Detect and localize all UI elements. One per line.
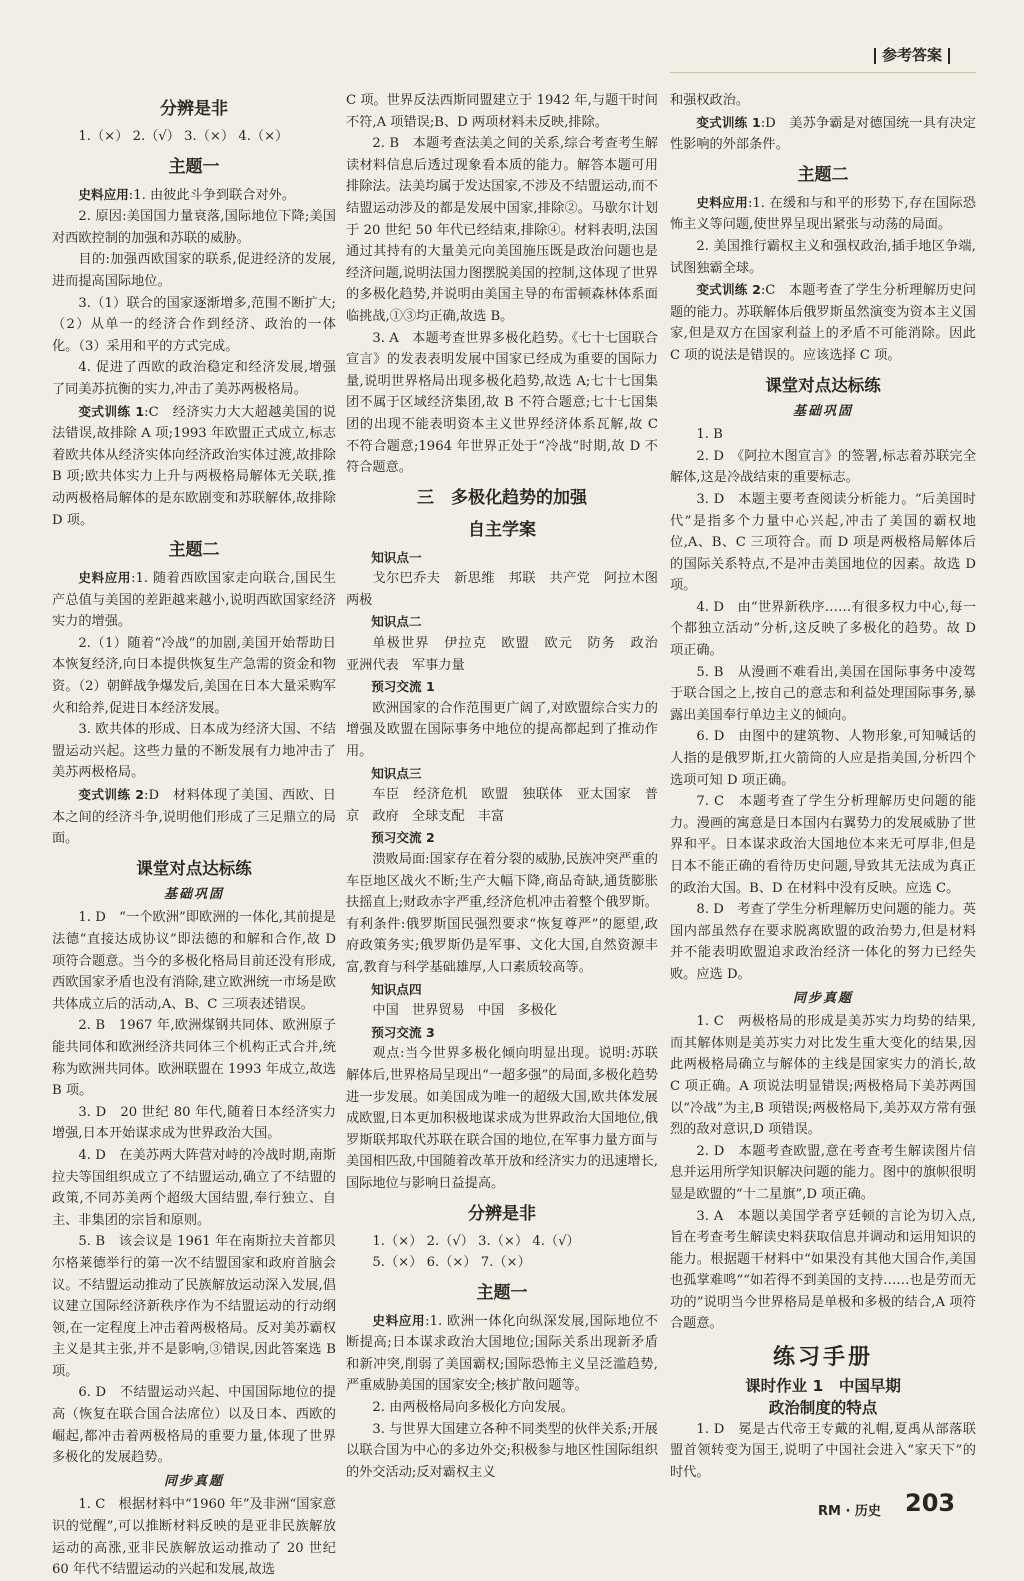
answer-line: 1.（×） 2.（√） 3.（×） 4.（√） xyxy=(372,1233,580,1249)
section-title: 分辨是非 xyxy=(468,1203,536,1224)
paragraph: 2. 由两极格局向多极化方向发展。 xyxy=(372,1400,574,1416)
preview-label: 预习交流 3 xyxy=(371,1024,435,1040)
text: :1. 随着西欧国家走向联合,国民生产总值与美国的差距越来越小,说明西欧国家经济实力的增强。 xyxy=(52,571,336,630)
paragraph xyxy=(52,184,336,207)
label: 变式训练 2 xyxy=(78,787,145,803)
text: :D 美苏争霸是对德国统一具有决定性影响的外部条件。 xyxy=(670,115,976,153)
label: 史料应用 xyxy=(696,194,748,210)
text: :C 经济实力大大超越美国的说法错误,故排除 A 项;1993 年欧盟正式成立,标志着欧共体从经济实体向经济政治实体过渡,故排除 B 项;欧共体实力上升与两极格局解体无关联,推动两极格局解体的是东欧剧变和苏联解体,故排除 D 项。 xyxy=(52,404,336,528)
header-bar-right xyxy=(948,48,950,64)
label: 史料应用 xyxy=(372,1312,426,1328)
answer-item: 1. B xyxy=(696,427,723,443)
column-3 xyxy=(670,90,976,1483)
text: :1. 在缓和与和平的形势下,存在国际恐怖主义等问题,使世界呈现出紧张与动荡的局面。 xyxy=(670,195,976,233)
answer-item: 1. C 根据材料中“1960 年”及非洲“国家意识的觉醒”,可以推断材料反映的是亚非民族解放运动的高涨,亚非民族解放运动推动了 20 世纪 60 年代不结盟运动的兴起和发展,故选 xyxy=(52,1497,336,1578)
section-title: 自主学案 xyxy=(468,519,536,540)
text: :1. 由彼此斗争到联合对外。 xyxy=(128,187,296,203)
paragraph: 4. 促进了西欧的政治稳定和经济发展,增强了同美苏抗衡的实力,冲击了美苏两极格局。 xyxy=(52,360,336,397)
section-title: 主题一 xyxy=(476,1282,528,1303)
footer-subject: RM · 历史 xyxy=(818,1504,881,1519)
paragraph: 2. 原因:美国国力量衰落,国际地位下降;美国对西欧控制的加强和苏联的威胁。 xyxy=(52,209,336,246)
answer-item: 3. A 本题考查世界多极化趋势。《七十七国联合宣言》的发表表明发展中国家已经成为重要的国际力量,说明世界格局出现多极化趋势,故选 A;七十七国集团不属于区域经济集团,故 B 不符合题意;七十七国集团的出现不能表明资本主义世界经济体系瓦解,故 C 不符合题意;1964 年世界正处于“冷战”时期,故 D 不符合题意。 xyxy=(346,330,658,476)
paragraph xyxy=(346,1310,658,1397)
answer-item: 1. C 两极格局的形成是美苏实力均势的结果,而其解体则是美苏实力对比发生重大变化的结果,因此两极格局确立与解体的主线是国家实力的消长,故 C 项正确。A 项说法明显错误;两极格局下美苏两国以“冷战”为主,B 项错误;两极格局下,美苏双方常有强烈的敌对意识,D 项错误。 xyxy=(670,1014,976,1138)
answer-item: 3. A 本题以美国学者亨廷顿的言论为切入点,旨在考查考生解读史料获取信息并调动和运用知识的能力。根据题干材料中“如果没有其他大国合作,美国也孤掌难鸣”“如若得不到美国的支持……也是劳而无功的”说明当今世界格局是单极和多极的结合,A 项符合题意。 xyxy=(670,1208,976,1332)
label: 变式训练 1 xyxy=(696,114,761,130)
subsection-title: 基础巩固 xyxy=(792,403,853,419)
paragraph: 2. 美国推行霸权主义和强权政治,插手地区争端,试图独霸全球。 xyxy=(670,238,976,276)
answer-item: 1. D “一个欧洲”即欧洲的一体化,其前提是法德“直接达成协议”即法德的和解和合作,故 D 项符合题意。当今的多极化格局目前还没有形成,西欧国家矛盾也没有消除,建立欧洲统一市场是欧共体成立后的活动,A、B、C 三项表述错误。 xyxy=(52,910,336,1012)
paragraph: 3. 与世界大国建立各种不同类型的伙伴关系;开展以联合国为中心的多边外交;积极参与地区性国际组织的外交活动;反对霸权主义 xyxy=(346,1421,658,1480)
label: 变式训练 2 xyxy=(696,282,761,298)
page-number: 203 xyxy=(905,1489,956,1517)
answer-item: 3. D 20 世纪 80 年代,随着日本经济实力增强,日本开始谋求成为世界政治大国。 xyxy=(52,1104,336,1142)
paragraph: 3. 欧共体的形成、日本成为经济大国、不结盟运动兴起。这些力量的不断发展有力地冲击了美苏两极格局。 xyxy=(52,722,336,781)
label: 史料应用 xyxy=(78,186,129,202)
answer-item: 2. D 本题考查欧盟,意在考查考生解读图片信息并运用所学知识解决问题的能力。图中的旗帜很明显是欧盟的“十二星旗”,D 项正确。 xyxy=(670,1143,976,1202)
column-1 xyxy=(52,90,336,1581)
homework-title-line-1: 课时作业 1 中国早期 xyxy=(745,1376,901,1395)
text: :D 材料体现了美国、西欧、日本之间的经济斗争,说明他们形成了三足鼎立的局面。 xyxy=(52,788,336,847)
terms: 单极世界 伊拉克 欧盟 欧元 防务 政治 亚洲代表 军事力量 xyxy=(346,636,672,673)
header-rule xyxy=(670,72,976,73)
answer-item: 4. D 在美苏两大阵营对峙的冷战时期,南斯拉夫等国组织成立了不结盟运动,确立了不结盟的政策,不同苏美两个超级大国结盟,奉行独立、自主、非集团的宗旨和原则。 xyxy=(52,1147,336,1228)
text: :C 本题考查了学生分析理解历史问题的能力。苏联解体后俄罗斯虽然演变为资本主义国家,但是双方在国家利益上的矛盾不可能消除。因此 C 项的说法是错误的。应该选择 C 项。 xyxy=(670,283,976,363)
section-title: 主题二 xyxy=(797,164,849,185)
section-title: 课堂对点达标练 xyxy=(136,858,252,878)
answer-line: 5.（×） 6.（×） 7.（×） xyxy=(372,1255,531,1271)
terms: 戈尔巴乔夫 新思维 邦联 共产党 阿拉木图 两极 xyxy=(346,571,672,608)
answer-item: 2. D 《阿拉木图宣言》的签署,标志着苏联完全解体,这是冷战结束的重要标志。 xyxy=(670,448,976,486)
answer-item: 3. D 本题主要考查阅读分析能力。“后美国时代”是指多个力量中心兴起,冲击了美国的霸权地位,A、B、C 三项符合。而 D 项是两极格局解体后的国际关系特点,不是冲击美国地位的因素。故选 D 项。 xyxy=(670,491,976,594)
answer-item: 5. B 该会议是 1961 年在南斯拉夫首都贝尔格莱德举行的第一次不结盟国家和政府首脑会议。不结盟运动推动了民族解放运动深入发展,倡议建立国际经济新秩序作为不结盟运动的行动纲领,在一定程度上冲击着两极格局。反对美苏霸权主义是其主张,并不是影响,③错误,因此答案选 B 项。 xyxy=(52,1234,336,1379)
answer-item: 6. D 不结盟运动兴起、中国国际地位的提高（恢复在联合国合法席位）以及日本、西欧的崛起,都冲击着两极格局的重要力量,体现了世界多极化的发展趋势。 xyxy=(52,1385,336,1466)
label: 史料应用 xyxy=(78,570,132,586)
knowledge-point-label: 知识点四 xyxy=(371,981,422,997)
chapter-title: 练习手册 xyxy=(772,1345,873,1371)
answer-item: 1. D 冕是古代帝王专戴的礼帽,夏禹从部落联盟首领转变为国王,说明了中国社会进入“家天下”的时代。 xyxy=(670,1421,976,1480)
section-title: 主题二 xyxy=(168,540,220,561)
answer-item: 8. D 考查了学生分析理解历史问题的能力。英国内部虽然存在要求脱离欧盟的政治势力,但是材料并不能表明欧盟追求政治经济一体化的努力已经失败。应选 D。 xyxy=(670,902,976,982)
subsection-title: 基础巩固 xyxy=(163,886,224,902)
paragraph xyxy=(670,192,976,236)
paragraph: 2.（1）随着“冷战”的加剧,美国开始帮助日本恢复经济,向日本提供恢复生产急需的资金和物资。（2）朝鲜战争爆发后,美国在日本大量采购军火和给养,促进日本经济发展。 xyxy=(52,635,336,716)
paragraph: 目的:加强西欧国家的联系,促进经济的发展,进而提高国际地位。 xyxy=(52,252,336,289)
column-2 xyxy=(346,90,672,1483)
homework-title-line-2: 政治制度的特点 xyxy=(768,1398,878,1417)
paragraph xyxy=(670,112,976,156)
knowledge-point-label: 知识点三 xyxy=(371,765,422,781)
subsection-title: 同步真题 xyxy=(163,1473,224,1489)
page-header xyxy=(868,44,956,65)
paragraph xyxy=(52,784,336,850)
paragraph: 欧洲国家的合作范围更广阔了,对欧盟综合实力的增强及欧盟在国际事务中地位的提高都起到了推动作用。 xyxy=(346,700,658,760)
answer-line: 1.（×） 2.（√） 3.（×） 4.（×） xyxy=(78,129,289,144)
terms: 中国 世界贸易 中国 多极化 xyxy=(372,1003,558,1019)
paragraph xyxy=(52,567,336,633)
subsection-title: 同步真题 xyxy=(792,990,853,1006)
knowledge-point-label: 知识点二 xyxy=(371,614,422,630)
paragraph: 观点:当今世界多极化倾向明显出现。说明:苏联解体后,世界格局呈现出“一超多强”的局面,多极化趋势进一步发展。如美国成为唯一的超级大国,欧共体发展成欧盟,日本更加积极地谋求成为世界政治大国地位,俄罗斯联邦取代苏联在联合国的地位,在军事力量方面与美国相匹敌,中国随着改革开放和经济实力的迅速增长,国际地位与影响日益提高。 xyxy=(346,1046,658,1191)
paragraph xyxy=(670,279,976,366)
answer-item: 5. B 从漫画不难看出,美国在国际事务中凌驾于联合国之上,按自己的意志和利益处理国际事务,暴露出美国奉行单边主义的倾向。 xyxy=(670,664,976,723)
paragraph xyxy=(52,401,336,532)
paragraph: 3.（1）联合的国家逐渐增多,范围不断扩大;（2）从单一的经济合作到经济、政治的一体化。（3）采用和平的方式完成。 xyxy=(52,295,336,354)
answer-item: 2. B 1967 年,欧洲煤钢共同体、欧洲原子能共同体和欧洲经济共同体三个机构正式合并,统称为欧洲共同体。欧洲联盟在 1993 年成立,故选 B 项。 xyxy=(52,1018,336,1099)
answer-item: 2. B 本题考查法美之间的关系,综合考查考生解读材料信息后透过现象看本质的能力。解答本题可用排除法。法美均属于发达国家,不涉及不结盟运动,而不结盟运动涉及的都是发展中国家,排除②。马歇尔计划于 20 世纪 50 年代已经结束,排除④。材料表明,法国通过其持有的大量美元向美国施压既是政治问题也是经济问题,说明法国力图摆脱美国的控制,这体现了世界的多极化趋势,并说明由美国主导的布雷顿森林体系面临挑战,①③均正确,故选 B。 xyxy=(346,136,658,324)
label: 变式训练 1 xyxy=(78,403,145,419)
answer-item: 7. C 本题考查了学生分析理解历史问题的能力。漫画的寓意是日本国内右翼势力的发展威胁了世界和平。日本谋求政治大国地位本来无可厚非,但是日本不能正确的看待历史问题,导致其无法成为真正的政治大国。B、D 在材料中没有反映。应选 C。 xyxy=(670,794,976,896)
terms: 车臣 经济危机 欧盟 独联体 亚太国家 普京 政府 全球支配 丰富 xyxy=(346,787,658,824)
section-title: 主题一 xyxy=(168,156,220,177)
knowledge-point-label: 知识点一 xyxy=(371,549,422,565)
text: :1. 欧洲一体化向纵深发展,国际地位不断提高;日本谋求政治大国地位;国际关系出现新矛盾和新冲突,削弱了美国霸权;国际恐怖主义呈泛滥趋势,严重威胁美国的国家安全;核扩散问题等。 xyxy=(346,1313,658,1394)
header-bar-left xyxy=(874,48,876,64)
preview-label: 预习交流 1 xyxy=(371,679,435,695)
section-title: 分辨是非 xyxy=(160,99,228,119)
paragraph: C 项。世界反法西斯同盟建立于 1942 年,与题干时间不符,A 项错误;B、D 两项材料未反映,排除。 xyxy=(346,93,658,130)
header-label: 参考答案 xyxy=(882,46,943,64)
answer-item: 6. D 由图中的建筑物、人物形象,可知喊话的人指的是俄罗斯,扛火箭筒的人应是指美国,分析四个选项可知 D 项正确。 xyxy=(670,729,976,788)
section-title: 课堂对点达标练 xyxy=(765,375,881,395)
answer-item: 4. D 由“世界新秩序……有很多权力中心,每一个都独立活动”分析,这反映了多极化的趋势。故 D 项正确。 xyxy=(670,599,976,659)
paragraph: 和强权政治。 xyxy=(670,93,750,108)
preview-label: 预习交流 2 xyxy=(371,830,435,846)
chapter-section-title: 三 多极化趋势的加强 xyxy=(417,487,587,508)
paragraph: 溃败局面:国家存在着分裂的威胁,民族冲突严重的车臣地区战火不断;生产大幅下降,商品奇缺,通货膨胀扶摇直上;财政赤字严重,经济危机冲击着整个俄罗斯。有利条件:俄罗斯国民强烈要求“恢复尊严”的愿望,政府政策务实;俄罗斯仍是军事、文化大国,自然资源丰富,教育与科学基础雄厚,人口素质较高等。 xyxy=(346,852,658,975)
